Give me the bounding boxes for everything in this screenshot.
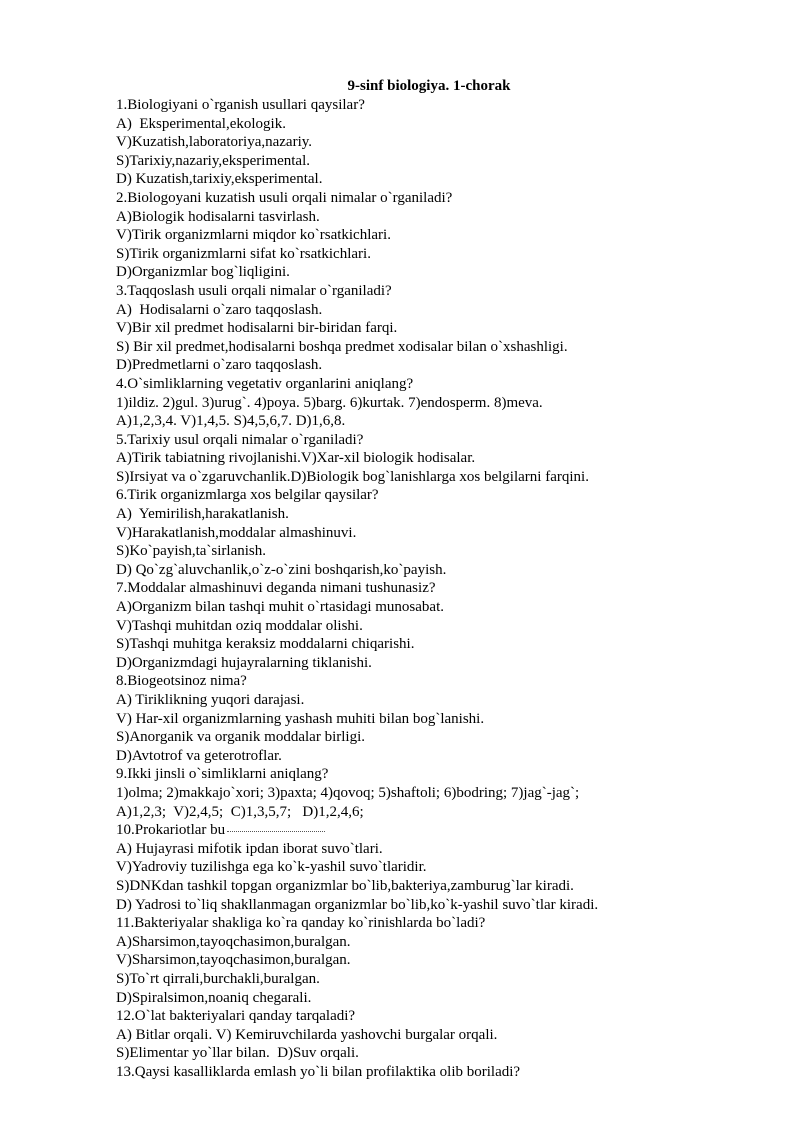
text-line: D)Organizmlar bog`liqligini.: [116, 264, 290, 281]
text-line: D) Yadrosi to`liq shakllanmagan organizmlar bo`lib,ko`k-yashil suvo`tlar kiradi.: [116, 896, 599, 913]
text-line: V)Sharsimon,tayoqchasimon,buralgan.: [116, 952, 351, 969]
text-line: S)Elimentar yo`llar bilan. D)Suv orqali.: [116, 1045, 359, 1062]
text-line: 7.Moddalar almashinuvi deganda nimani tushunasiz?: [116, 580, 436, 597]
blank-fill-line: [227, 829, 325, 832]
text-line: V)Tirik organizmlarni miqdor ko`rsatkichlari.: [116, 227, 391, 244]
text-line: D) Kuzatish,tarixiy,eksperimental.: [116, 171, 323, 188]
text-line: A) Tiriklikning yuqori darajasi.: [116, 692, 305, 708]
text-line: 1)olma; 2)makkajo`xori; 3)paxta; 4)qovoq; 5)shaftoli; 6)bodring; 7)jag`-jag`;: [116, 784, 580, 801]
text-line: A) Yemirilish,harakatlanish.: [116, 506, 289, 523]
text-line: S)DNKdan tashkil topgan organizmlar bo`lib,bakteriya,zamburug`lar kiradi.: [116, 877, 574, 894]
text-line: S)Irsiyat va o`zgaruvchanlik.D)Biologik bog`lanishlarga xos belgilarni farqini.: [116, 468, 589, 485]
text-line: V)Kuzatish,laboratoriya,nazariy.: [116, 134, 313, 151]
text-line: S)Anorganik va organik moddalar birligi.: [116, 729, 365, 746]
text-line: 6.Tirik organizmlarga xos belgilar qaysilar?: [116, 487, 379, 504]
text-line: V)Bir xil predmet hodisalarni bir-biridan farqi.: [116, 320, 398, 337]
question-10-text: 10.Prokariotlar bu: [116, 822, 226, 839]
text-line: S) Bir xil predmet,hodisalarni boshqa predmet xodisalar bilan o`xshashligi.: [116, 338, 568, 355]
text-line: D)Organizmdagi hujayralarning tiklanishi.: [116, 654, 372, 671]
text-line: D)Spiralsimon,noaniq chegarali.: [116, 989, 312, 1006]
text-line: 1.Biologiyani o`rganish usullari qaysilar?: [116, 97, 365, 113]
text-line: A)Organizm bilan tashqi muhit o`rtasidagi munosabat.: [116, 599, 444, 616]
text-line: S)Ko`payish,ta`sirlanish.: [116, 543, 266, 560]
text-line: 1)ildiz. 2)gul. 3)urug`. 4)poya. 5)barg. 6)kurtak. 7)endosperm. 8)meva.: [116, 394, 543, 411]
text-line: S)To`rt qirrali,burchakli,buralgan.: [116, 970, 320, 987]
text-line: A)1,2,3; V)2,4,5; C)1,3,5,7; D)1,2,4,6;: [116, 803, 364, 820]
text-line: A) Hodisalarni o`zaro taqqoslash.: [116, 301, 323, 318]
text-line: V)Tashqi muhitdan oziq moddalar olishi.: [116, 617, 363, 634]
question-list: [116, 96, 756, 1081]
document-page: [116, 76, 756, 1081]
text-line: 4.O`simliklarning vegetativ organlarini aniqlang?: [116, 375, 414, 392]
text-line: A)Tirik tabiatning rivojlanishi.V)Xar-xil biologik hodisalar.: [116, 450, 476, 467]
text-line: A)Biologik hodisalarni tasvirlash.: [116, 208, 320, 225]
text-line: A)1,2,3,4. V)1,4,5. S)4,5,6,7. D)1,6,8.: [116, 413, 346, 430]
text-line: D)Avtotrof va geterotroflar.: [116, 747, 282, 764]
text-line: 12.O`lat bakteriyalari qanday tarqaladi?: [116, 1008, 356, 1025]
text-line: V) Har-xil organizmlarning yashash muhiti bilan bog`lanishi.: [116, 710, 485, 727]
text-line: S)Tashqi muhitga keraksiz moddalarni chiqarishi.: [116, 636, 415, 653]
text-line: S)Tirik organizmlarni sifat ko`rsatkichlari.: [116, 245, 371, 262]
text-line: V)Yadroviy tuzilishga ega ko`k-yashil suvo`tlaridir.: [116, 859, 427, 876]
text-line: A) Eksperimental,ekologik.: [116, 115, 286, 132]
document-title: 9-sinf biologiya. 1-chorak: [347, 78, 511, 94]
text-line: V)Harakatlanish,moddalar almashinuvi.: [116, 524, 357, 541]
text-line: D)Predmetlarni o`zaro taqqoslash.: [116, 357, 323, 374]
text-line: A) Bitlar orqali. V) Kemiruvchilarda yashovchi burgalar orqali.: [116, 1026, 498, 1043]
text-line: [116, 821, 756, 840]
text-line: 13.Qaysi kasalliklarda emlash yo`li bilan profilaktika olib boriladi?: [116, 1063, 521, 1080]
text-line: 8.Biogeotsinoz nima?: [116, 673, 247, 690]
text-line: 9.Ikki jinsli o`simliklarni aniqlang?: [116, 766, 329, 783]
text-line: 3.Taqqoslash usuli orqali nimalar o`rganiladi?: [116, 282, 392, 299]
text-line: 2.Biologoyani kuzatish usuli orqali nimalar o`rganiladi?: [116, 189, 453, 206]
text-line: S)Tarixiy,nazariy,eksperimental.: [116, 152, 311, 169]
text-line: 5.Tarixiy usul orqali nimalar o`rganiladi?: [116, 431, 364, 448]
text-line: 11.Bakteriyalar shakliga ko`ra qanday ko`rinishlarda bo`ladi?: [116, 915, 486, 932]
text-line: D) Qo`zg`aluvchanlik,o`z-o`zini boshqarish,ko`payish.: [116, 561, 447, 578]
text-line: A)Sharsimon,tayoqchasimon,buralgan.: [116, 933, 351, 950]
text-line: A) Hujayrasi mifotik ipdan iborat suvo`tlari.: [116, 840, 383, 857]
